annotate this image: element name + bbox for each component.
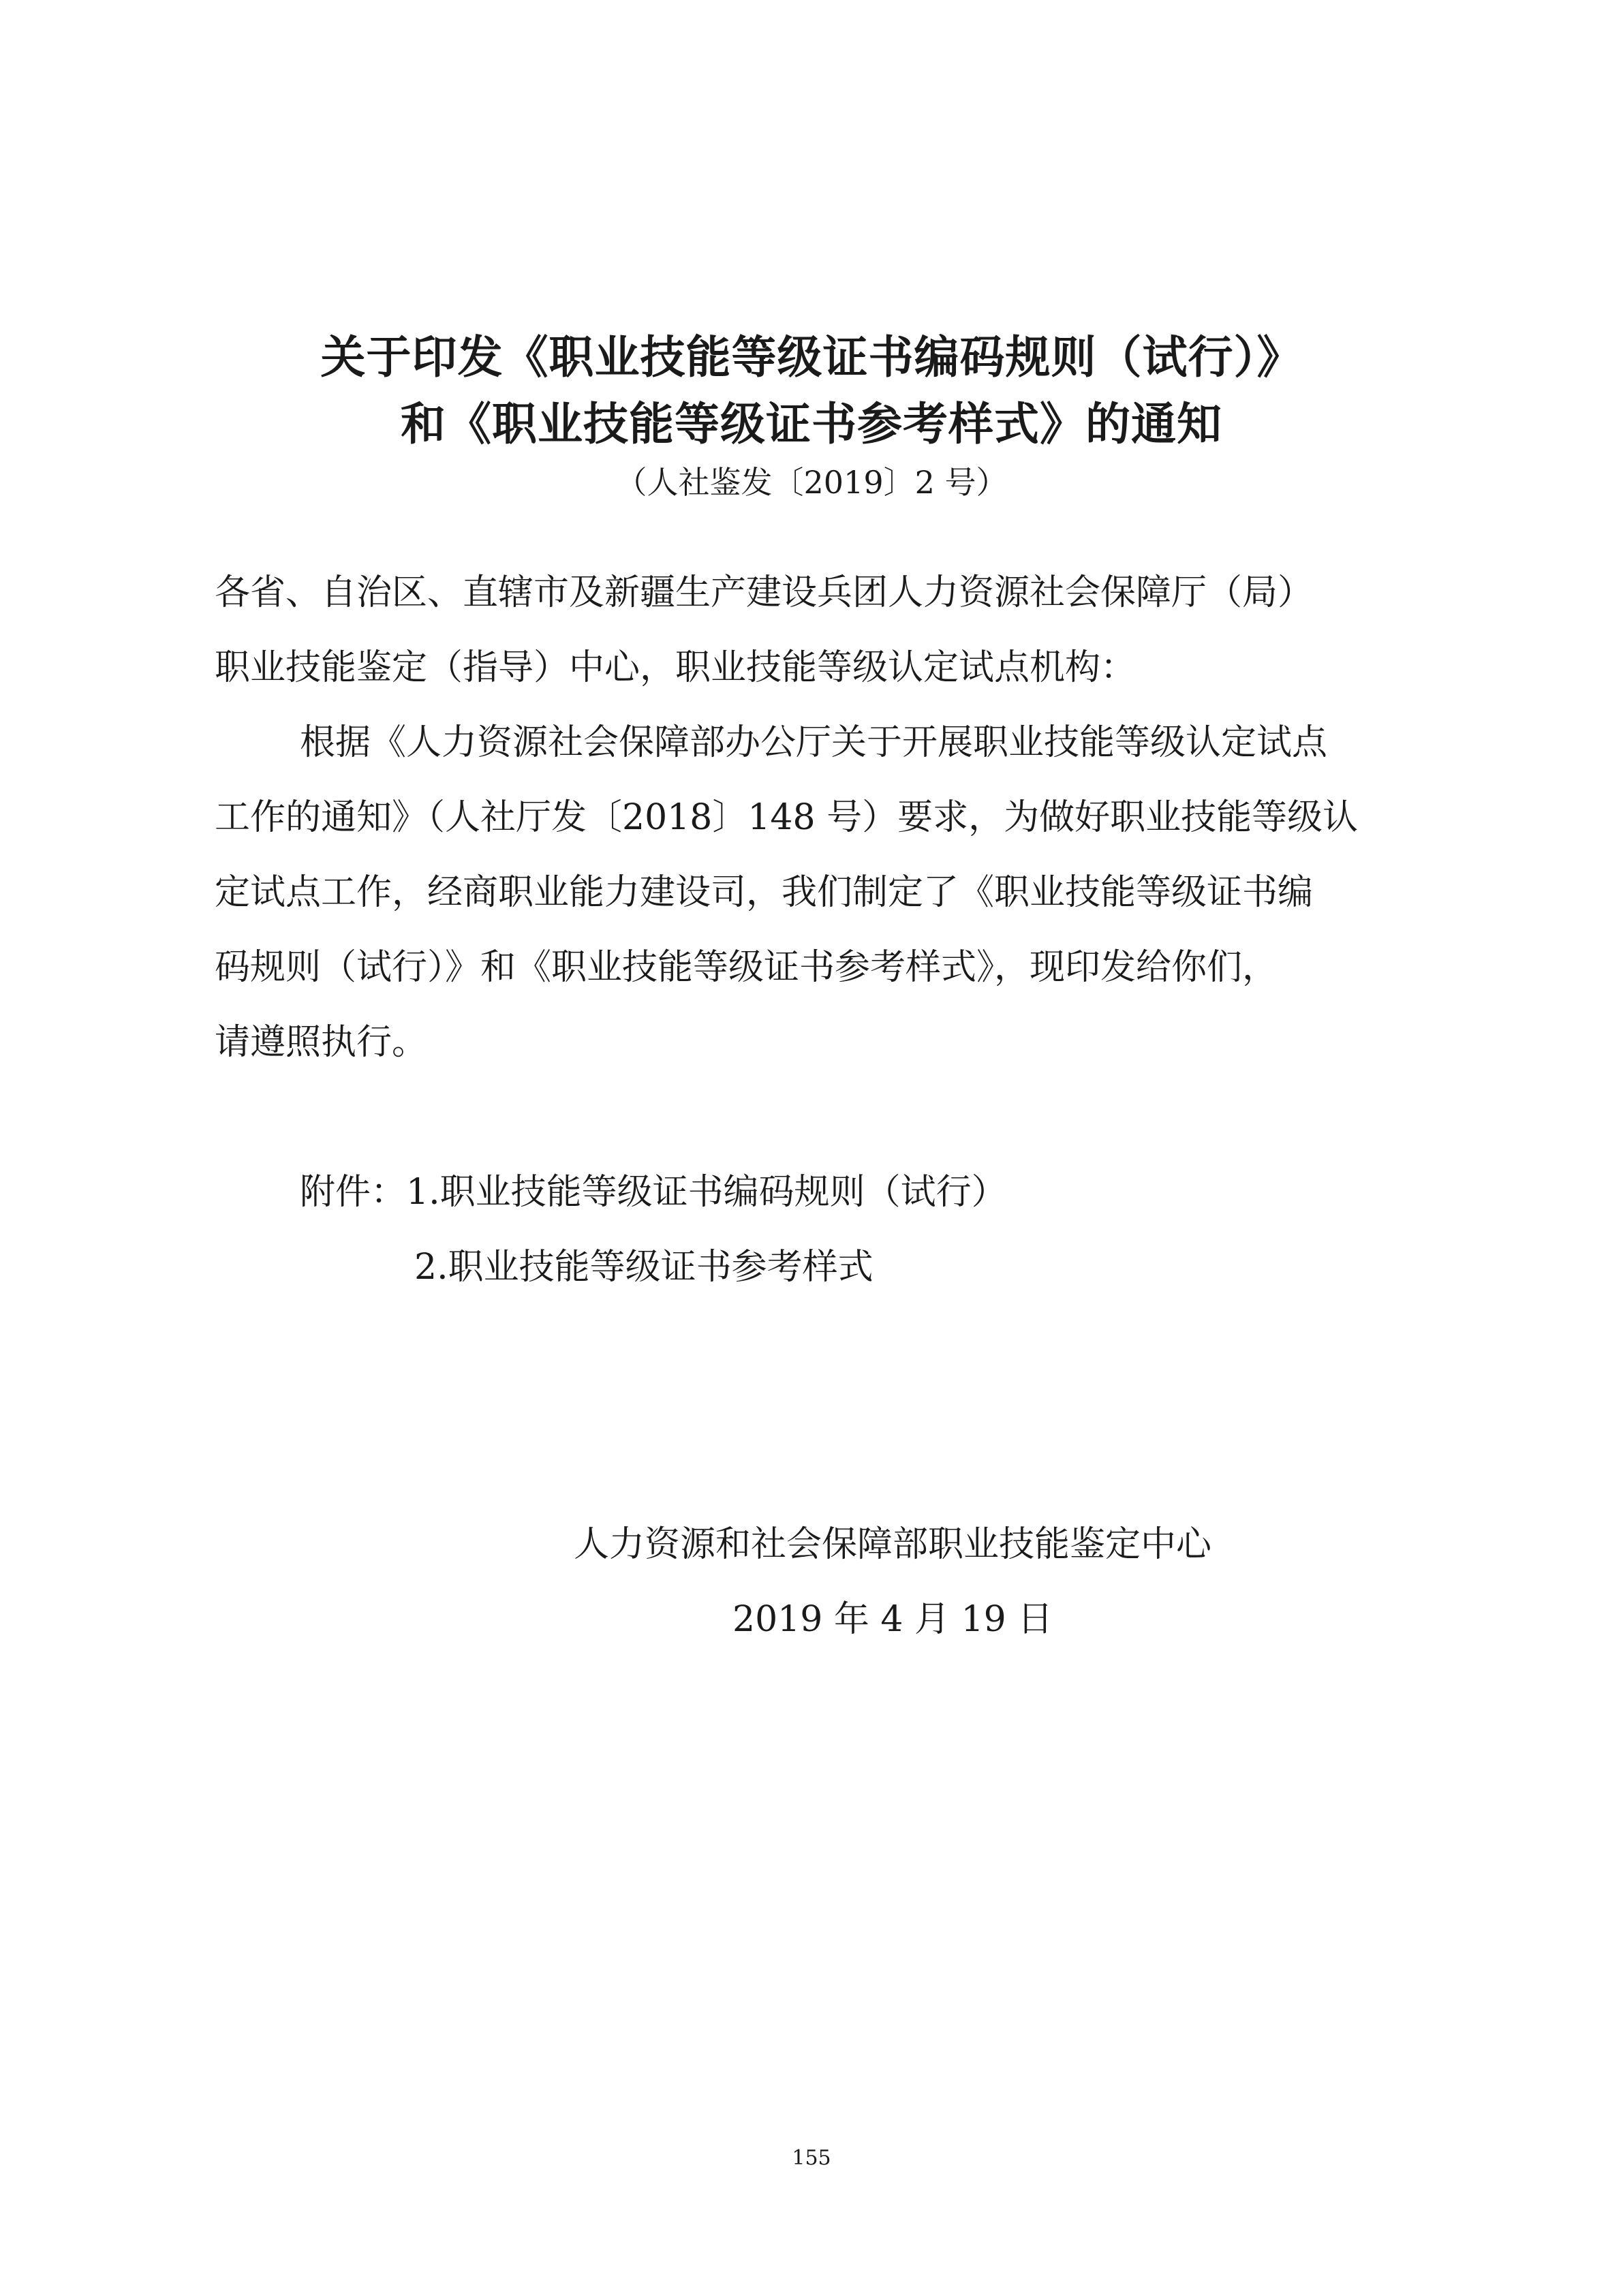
body-line-3: 定试点工作，经商职业能力建设司，我们制定了《职业技能等级证书编 <box>215 872 1314 913</box>
body-line-4: 码规则（试行）》和《职业技能等级证书参考样式》，现印发给你们， <box>215 947 1278 988</box>
addressee-line-1: 各省、自治区、直辖市及新疆生产建设兵团人力资源社会保障厅（局） <box>215 572 1314 613</box>
document-title-line-1: 关于印发《职业技能等级证书编码规则（试行）》 <box>320 331 1303 384</box>
body-line-2: 工作的通知》（人社厅发〔2018〕148 号）要求，为做好职业技能等级认 <box>215 797 1359 838</box>
page-number: 155 <box>792 2146 831 2170</box>
signatory: 人力资源和社会保障部职业技能鉴定中心 <box>574 1524 1212 1565</box>
body-line-1: 根据《人力资源社会保障部办公厅关于开展职业技能等级认定试点 <box>300 722 1328 763</box>
body-line-5: 请遵照执行。 <box>215 1022 428 1063</box>
addressee-line-2: 职业技能鉴定（指导）中心，职业技能等级认定试点机构： <box>215 647 1137 688</box>
document-number: （人社鉴发〔2019〕2 号） <box>615 464 1008 501</box>
attachment-line-2: 2.职业技能等级证书参考样式 <box>414 1247 874 1288</box>
attachment-line-1: 附件：1.职业技能等级证书编码规则（试行） <box>300 1172 1007 1213</box>
document-title-line-2: 和《职业技能等级证书参考样式》的通知 <box>401 398 1222 450</box>
issue-date: 2019 年 4 月 19 日 <box>732 1599 1053 1640</box>
